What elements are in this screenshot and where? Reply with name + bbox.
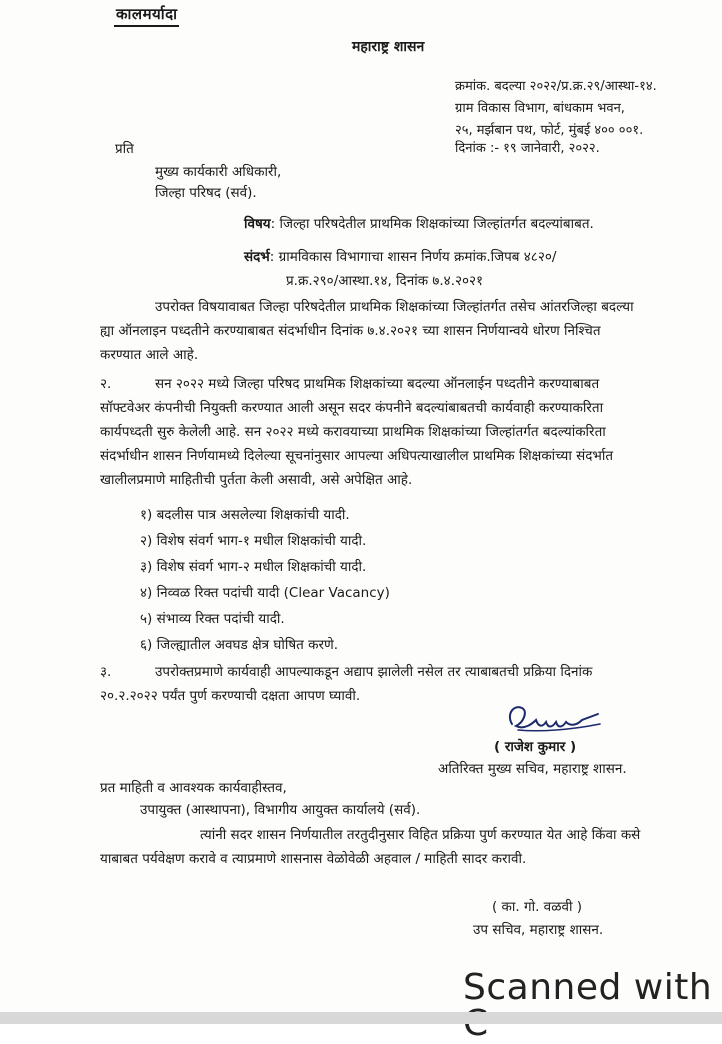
bottom-bar	[0, 1012, 722, 1024]
addressee-line-1: मुख्य कार्यकारी अधिकारी,	[155, 164, 282, 180]
list-item: ५) संभाव्य रिक्त पदांची यादी.	[140, 611, 285, 627]
copy-line-2: उपायुक्त (आस्थापना), विभागीय आयुक्त कार्यालये (सर्व).	[140, 802, 421, 818]
list-item: १) बदलीस पात्र असलेल्या शिक्षकांची यादी.	[140, 507, 350, 523]
para2-number: २.	[100, 376, 112, 392]
signatory1-name: ( राजेश कुमार )	[494, 739, 577, 755]
para1-line-3: करण्यात आले आहे.	[100, 347, 199, 363]
para2-line-3: कार्यपध्दती सुरु केलेली आहे. सन २०२२ मध्ये करावयाच्या प्राथमिक शिक्षकांच्या जिल्हांतर्गत बदल्यांकरिता	[100, 424, 606, 440]
copy-line-3: त्यांनी सदर शासन निर्णयातील तरतुदीनुसार विहित प्रक्रिया पुर्ण करण्यात येत आहे किंवा कसे	[200, 827, 641, 843]
sandarbh-label: संदर्भ	[244, 249, 270, 265]
signatory2-designation: उप सचिव, महाराष्ट्र शासन.	[473, 922, 604, 938]
sandarbh-row	[244, 248, 556, 266]
para3-line-1: उपरोक्तप्रमाणे कार्यवाही आपल्याकडून अद्याप झालेली नसेल तर त्याबाबतची प्रक्रिया दिनांक	[155, 664, 593, 680]
scanner-watermark: Scanned with	[463, 967, 713, 1008]
copy-line-1: प्रत माहिती व आवश्यक कार्यवाहीस्तव,	[100, 780, 287, 796]
para2-line-5: खालीलप्रमाणे माहितीची पुर्तता केली असावी, असे अपेक्षित आहे.	[100, 472, 413, 488]
para2-line-4: संदर्भाधीन शासन निर्णयामध्ये दिलेल्या सूचनांनुसार आपल्या अधिपत्याखालील प्राथमिक शिक्षकांच्या संदर्भात	[100, 448, 614, 464]
address-line: २५, मर्झबान पथ, फोर्ट, मुंबई ४०० ००१.	[455, 123, 644, 138]
sandarbh-line-1: : ग्रामविकास विभागाचा शासन निर्णय क्रमांक.जिपब ४८२०/	[269, 249, 557, 265]
reference-number: क्रमांक. बदल्या २०२२/प्र.क्र.२९/आस्था-१४.	[455, 79, 657, 94]
sandarbh-line-2: प्र.क्र.२९०/आस्था.१४, दिनांक ७.४.२०२१	[286, 273, 484, 289]
department-line: ग्राम विकास विभाग, बांधकाम भवन,	[455, 101, 625, 116]
para2-line-1: सन २०२२ मध्ये जिल्हा परिषद प्राथमिक शिक्षकांच्या बदल्या ऑनलाईन पध्दतीने करण्याबाबत	[155, 376, 600, 392]
time-limit-stamp: कालमर्यादा	[114, 4, 179, 27]
para2-line-2: सॉफ्टवेअर कंपनीची नियुक्ती करण्यात आली असून सदर कंपनीने बदल्यांबाबतची कार्यवाही करण्याकरिता	[100, 400, 604, 416]
prati-label: प्रति	[115, 141, 134, 157]
date-line: दिनांक :- १९ जानेवारी, २०२२.	[455, 141, 600, 156]
para1-line-2: ह्या ऑनलाइन पध्दतीने करण्याबाबत संदर्भाधीन दिनांक ७.४.२०२१ च्या शासन निर्णयान्वये धोरण निश्चित	[100, 323, 601, 339]
list-item: ४) निव्वळ रिक्त पदांची यादी (Clear Vacancy)	[140, 585, 390, 601]
copy-line-4: याबाबत पर्यवेक्षण करावे व त्याप्रमाणे शासनास वेळोवेळी अहवाल / माहिती सादर करावी.	[100, 851, 527, 867]
subject-label: विषय	[244, 216, 271, 232]
list-item: ३) विशेष संवर्ग भाग-२ मधील शिक्षकांची यादी.	[140, 559, 367, 575]
signatory2-name: ( का. गो. वळवी )	[492, 899, 583, 915]
signature-image	[500, 700, 610, 740]
para3-line-2: २०.२.२०२२ पर्यंत पुर्ण करण्याची दक्षता आपण घ्यावी.	[100, 688, 361, 704]
list-item: २) विशेष संवर्ग भाग-१ मधील शिक्षकांची यादी.	[140, 533, 367, 549]
subject-text: : जिल्हा परिषदेतील प्राथमिक शिक्षकांच्या जिल्हांतर्गत बदल्यांबाबत.	[270, 216, 594, 232]
addressee-line-2: जिल्हा परिषद (सर्व).	[155, 185, 257, 201]
subject-row	[244, 215, 594, 233]
government-title: महाराष्ट्र शासन	[352, 39, 425, 55]
para3-number: ३.	[100, 664, 112, 680]
list-item: ६) जिल्ह्यातील अवघड क्षेत्र घोषित करणे.	[140, 637, 339, 653]
signatory1-designation: अतिरिक्त मुख्य सचिव, महाराष्ट्र शासन.	[438, 761, 627, 777]
para1-line-1: उपरोक्त विषयावाबत जिल्हा परिषदेतील प्राथमिक शिक्षकांच्या जिल्हांतर्गत तसेच आंतरजिल्हा बदल्या	[155, 299, 634, 315]
